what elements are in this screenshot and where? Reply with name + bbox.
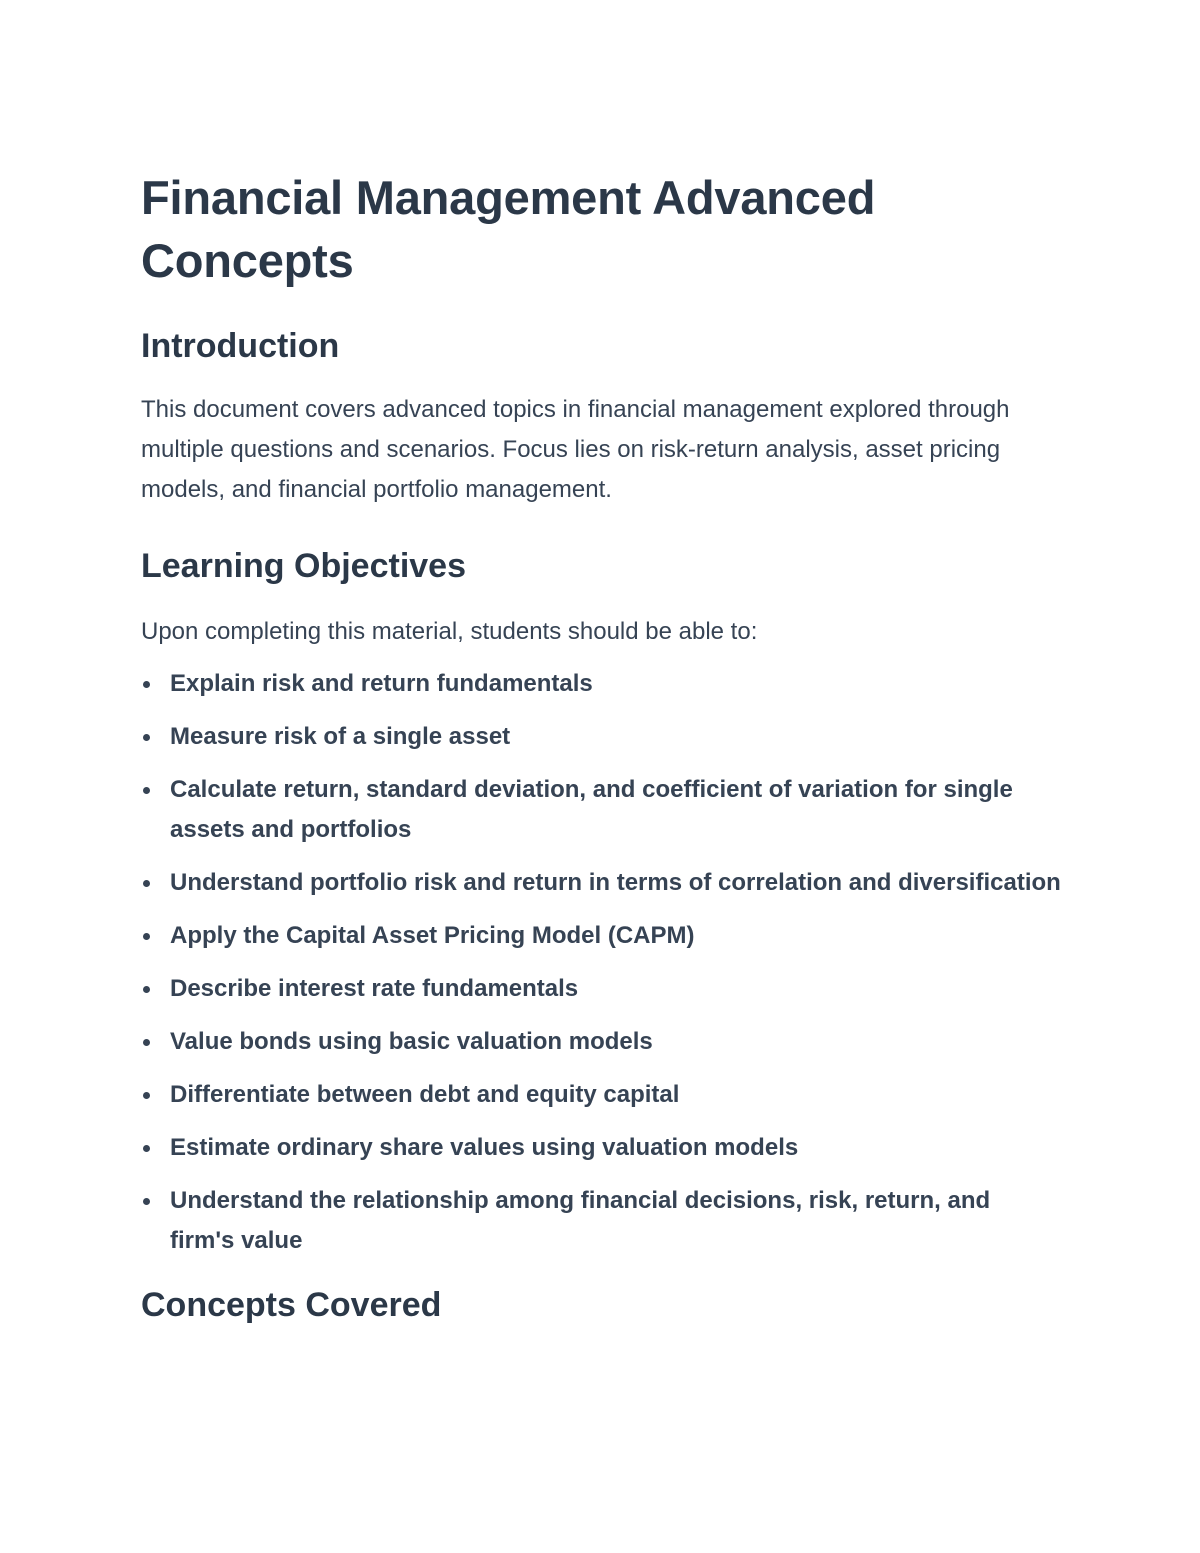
bullet-icon xyxy=(143,681,150,688)
bullet-icon xyxy=(143,880,150,887)
objective-text: Measure risk of a single asset xyxy=(170,723,511,750)
objective-item xyxy=(141,1181,1061,1261)
objective-item xyxy=(141,1128,1061,1168)
objective-item xyxy=(141,664,1061,704)
objective-text: Differentiate between debt and equity capital xyxy=(170,1081,680,1108)
introduction-heading: Introduction xyxy=(141,327,340,365)
objective-text: Explain risk and return fundamentals xyxy=(170,670,593,697)
objective-item xyxy=(141,969,1061,1009)
introduction-paragraph: This document covers advanced topics in financial management explored through multiple questions and scenarios. Focus lies on risk-return analysis, asset pricing models, and financial portfolio management. xyxy=(141,396,1010,503)
bullet-icon xyxy=(143,1039,150,1046)
bullet-icon xyxy=(143,1145,150,1152)
concepts-covered-heading: Concepts Covered xyxy=(141,1286,442,1324)
objective-item xyxy=(141,1075,1061,1115)
objective-text: Understand the relationship among financial decisions, risk, return, and firm's value xyxy=(170,1187,991,1254)
objective-item xyxy=(141,770,1061,850)
bullet-icon xyxy=(143,734,150,741)
bullet-icon xyxy=(143,933,150,940)
objective-text: Describe interest rate fundamentals xyxy=(170,975,579,1002)
learning-objectives-lead: Upon completing this material, students should be able to: xyxy=(141,618,758,645)
objective-item xyxy=(141,863,1061,903)
learning-objectives-list xyxy=(141,664,1061,1261)
bullet-icon xyxy=(143,986,150,993)
bullet-icon xyxy=(143,1198,150,1205)
objective-item xyxy=(141,717,1061,757)
bullet-icon xyxy=(143,787,150,794)
objective-text: Understand portfolio risk and return in terms of correlation and diversification xyxy=(170,869,1061,896)
bullet-icon xyxy=(143,1092,150,1099)
objective-text: Value bonds using basic valuation models xyxy=(170,1028,653,1055)
objective-text: Estimate ordinary share values using valuation models xyxy=(170,1134,799,1161)
document-title: Financial Management Advanced Concepts xyxy=(141,171,876,287)
learning-objectives-heading: Learning Objectives xyxy=(141,547,466,585)
objective-item xyxy=(141,1022,1061,1062)
objective-item xyxy=(141,916,1061,956)
objective-text: Calculate return, standard deviation, and coefficient of variation for single assets and portfolios xyxy=(170,776,1013,843)
objective-text: Apply the Capital Asset Pricing Model (CAPM) xyxy=(170,922,695,949)
document-page xyxy=(141,166,1061,1327)
